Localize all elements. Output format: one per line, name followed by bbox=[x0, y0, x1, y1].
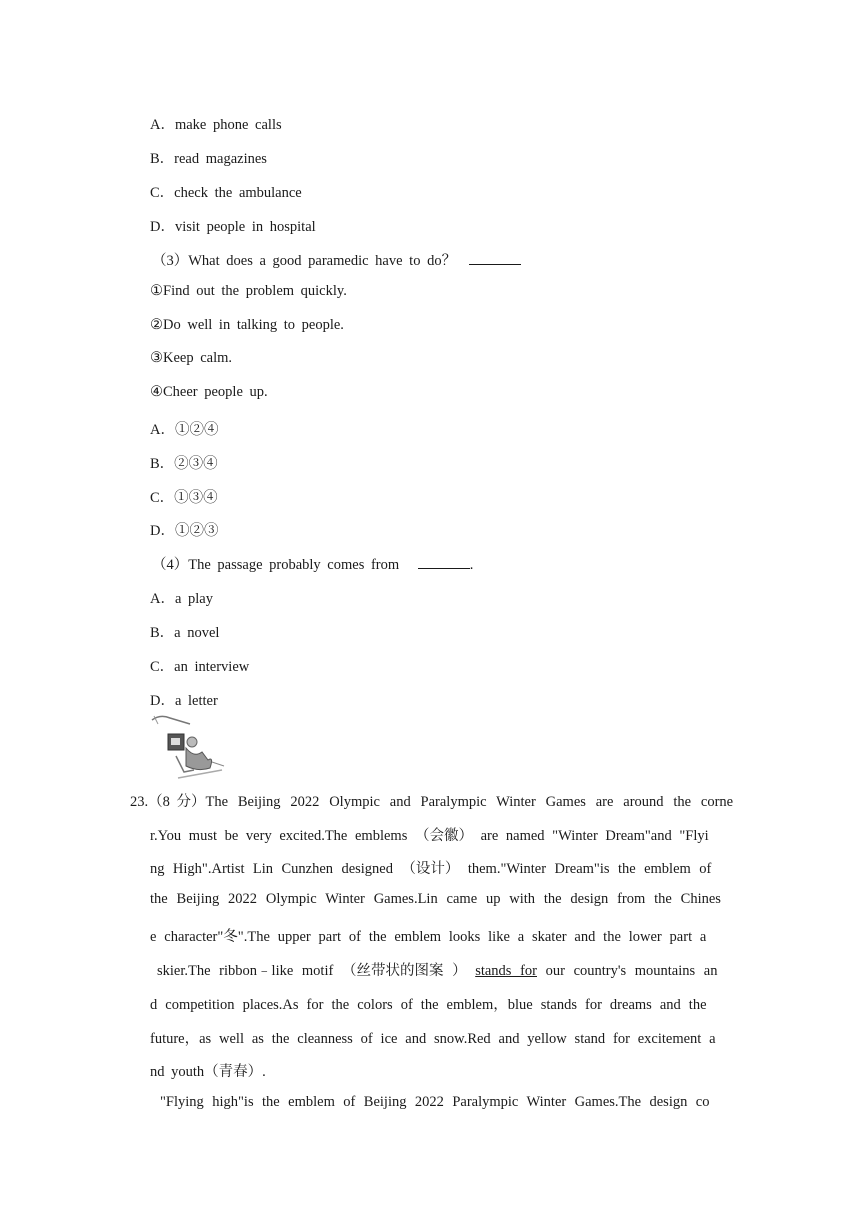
q23-line: the Beijing 2022 Olympic Winter Games.Lin came up with the design from the Chines bbox=[150, 891, 721, 907]
q3-stem bbox=[152, 249, 521, 270]
q23-paragraph-2: "Flying high"is the emblem of Beijing 2022 Paralympic Winter Games.The design co bbox=[160, 1094, 710, 1110]
q4-option-a: A．a play bbox=[150, 591, 213, 607]
q4-stem-end: . bbox=[469, 557, 474, 573]
q3-stem-text: （3）What does a good paramedic have to do？ bbox=[152, 253, 457, 269]
q23-line: The Beijing 2022 Olympic and Paralympic Winter Games are around the corne bbox=[205, 794, 734, 810]
answer-blank bbox=[418, 556, 470, 569]
q4-option-c: C．an interview bbox=[150, 659, 250, 675]
q23-number: 23.（8 分） bbox=[130, 794, 206, 810]
q3-statement-2: ②Do well in talking to people. bbox=[150, 317, 344, 333]
q3-option-c: C．①③④ bbox=[150, 490, 218, 506]
q3-option-d: D．①②③ bbox=[150, 523, 219, 539]
q23-line6-post: our country's mountains an bbox=[545, 963, 718, 979]
underlined-phrase: stands for bbox=[475, 963, 537, 979]
q3-statement-3: ③Keep calm. bbox=[150, 350, 233, 366]
q23-line6-pre: skier.The ribbon﹣like motif （丝带状的图案 ） bbox=[157, 963, 467, 979]
q23-line: ng High".Artist Lin Cunzhen designed （设计） them."Winter Dream"is the emblem of bbox=[150, 861, 712, 877]
q2-option-b: B．read magazines bbox=[150, 151, 267, 167]
q3-option-a: A．①②④ bbox=[150, 422, 219, 438]
q23-first-line bbox=[130, 790, 732, 811]
q3-statement-4: ④Cheer people up. bbox=[150, 384, 268, 400]
q2-option-c: C．check the ambulance bbox=[150, 185, 302, 201]
answer-blank bbox=[469, 252, 521, 265]
q23-line: e character"冬".The upper part of the emblem looks like a skater and the lower part a bbox=[150, 929, 707, 945]
q23-line: r.You must be very excited.The emblems （会徽） are named "Winter Dream"and "Flyi bbox=[150, 828, 709, 844]
q3-option-b: B．②③④ bbox=[150, 456, 218, 472]
q23-line: nd youth（青春）. bbox=[150, 1064, 266, 1080]
q4-option-d: D．a letter bbox=[150, 693, 218, 709]
q3-statement-1: ①Find out the problem quickly. bbox=[150, 283, 347, 299]
q23-line: future，as well as the cleanness of ice and snow.Red and yellow stand for excitement a bbox=[150, 1031, 716, 1047]
q4-option-b: B．a novel bbox=[150, 625, 220, 641]
q4-stem-text: （4）The passage probably comes from bbox=[152, 557, 400, 573]
q23-line-6 bbox=[157, 959, 732, 980]
q4-stem bbox=[152, 553, 473, 574]
q2-option-a: A．make phone calls bbox=[150, 117, 282, 133]
q2-option-d: D．visit people in hospital bbox=[150, 219, 316, 235]
q23-line: d competition places.As for the colors of the emblem，blue stands for dreams and the bbox=[150, 997, 707, 1013]
sketch-illustration bbox=[150, 712, 240, 784]
